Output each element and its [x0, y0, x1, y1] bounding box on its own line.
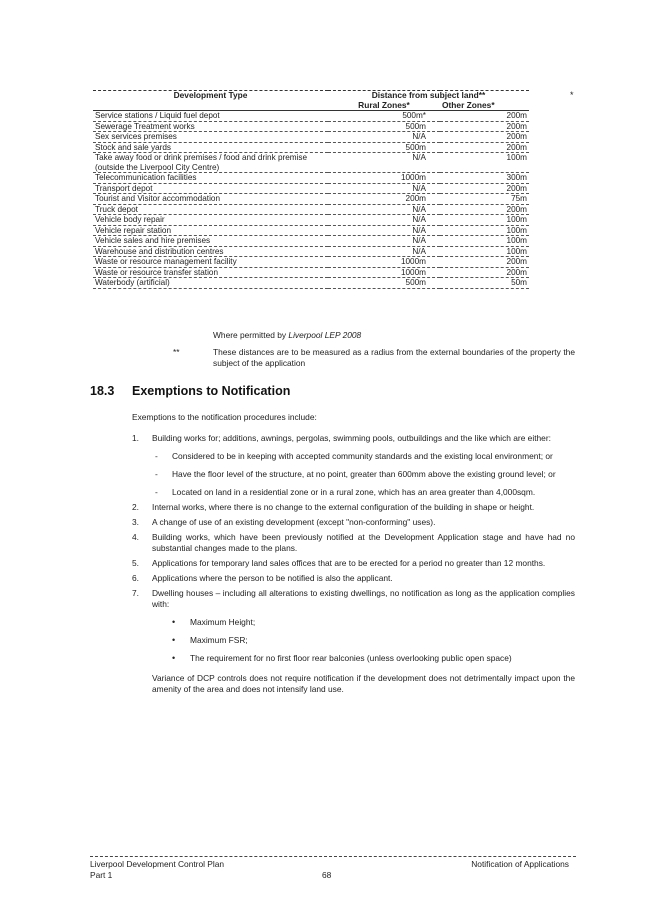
cell-type: Warehouse and distribution centres: [93, 246, 328, 257]
distance-table-body: [93, 111, 529, 289]
cell-type: Vehicle body repair: [93, 215, 328, 226]
exemptions-list: [132, 433, 575, 699]
cell-type: Vehicle repair station: [93, 225, 328, 236]
cell-other: 200m: [440, 142, 529, 153]
list-item: 4. Building works, which have been previously notified at the Development Application stage and have had no substantial changes made to the plans.: [132, 532, 575, 553]
cell-other: 200m: [440, 132, 529, 143]
header-distance: Distance from subject land**: [328, 91, 529, 101]
cell-other: 200m: [440, 204, 529, 215]
cell-other: 100m: [440, 215, 529, 226]
cell-type: Sex services premises: [93, 132, 328, 143]
cell-type: Take away food or drink premises / food and drink premise (outside the Liverpool City Centre): [93, 153, 328, 173]
table-row: [93, 153, 529, 173]
cell-other: 100m: [440, 246, 529, 257]
cell-type: Vehicle sales and hire premises: [93, 236, 328, 247]
table-row: [93, 278, 529, 289]
section-number: 18.3: [90, 384, 115, 398]
footer-doc-title: Liverpool Development Control Plan: [90, 859, 225, 869]
cell-rural: 500m: [328, 278, 440, 289]
cell-other: 200m: [440, 121, 529, 132]
table-row: [93, 121, 529, 132]
cell-rural: N/A: [328, 183, 440, 194]
list-item: 1. Building works for; additions, awnings, pergolas, swimming pools, outbuildings and the like which are either: - Considered to be in keeping with accepted community standards and the existing local environment; or - Have the floor level of the structure, at no point, greater than 600mm above the existing ground level; or - Located on land in a residential zone or in a rural zone, which has an area greater than 4,000sqm.: [132, 433, 575, 498]
cell-type: Waste or resource transfer station: [93, 267, 328, 278]
cell-other: 200m: [440, 183, 529, 194]
bullet-icon: •: [172, 653, 176, 663]
cell-type: Waste or resource management facility: [93, 257, 328, 268]
bullet-item: • Maximum FSR;: [172, 635, 248, 645]
variance-note: Variance of DCP controls does not require notification if the development does not detrimentally impact upon the amenity of the area and does not intensify land use.: [152, 673, 575, 694]
header-other-zones: Other Zones*: [440, 101, 529, 111]
distance-table: [93, 90, 529, 289]
table-row: [93, 173, 529, 184]
table-row: [93, 246, 529, 257]
cell-rural: N/A: [328, 246, 440, 257]
cell-type: Truck depot: [93, 204, 328, 215]
table-row: [93, 132, 529, 143]
cell-type: Transport depot: [93, 183, 328, 194]
margin-asterisk: *: [570, 90, 574, 100]
list-item: 7. Dwelling houses – including all alterations to existing dwellings, no notification as long as the application complies with: • Maximum Height; • Maximum FSR; • The requirement for no first floor rear balconies (unless overlooking public open space) Variance of DCP controls does not require notification if the development does not detrimentally impact upon the amenity of the area and does not intensify land use.: [132, 588, 575, 694]
cell-rural: N/A: [328, 132, 440, 143]
distance-note-text: These distances are to be measured as a radius from the external boundaries of the property the subject of the application: [213, 347, 575, 368]
table-row: [93, 183, 529, 194]
cell-type: Telecommunication facilities: [93, 173, 328, 184]
cell-rural: 500m*: [328, 111, 440, 122]
cell-rural: N/A: [328, 236, 440, 247]
cell-rural: 1000m: [328, 173, 440, 184]
cell-other: 300m: [440, 173, 529, 184]
note-mark: **: [173, 347, 180, 357]
cell-other: 100m: [440, 153, 529, 173]
cell-type: Stock and sale yards: [93, 142, 328, 153]
cell-rural: 1000m: [328, 257, 440, 268]
table-row: [93, 215, 529, 226]
page-number: 68: [322, 870, 332, 880]
footer-divider: [90, 856, 576, 857]
cell-other: 100m: [440, 236, 529, 247]
cell-other: 200m: [440, 267, 529, 278]
bullet-icon: •: [172, 635, 176, 645]
cell-type: Service stations / Liquid fuel depot: [93, 111, 328, 122]
list-item: 2. Internal works, where there is no change to the external configuration of the building in shape or height.: [132, 502, 535, 512]
cell-rural: 500m: [328, 121, 440, 132]
bullet-item: • Maximum Height;: [172, 617, 256, 627]
list-item: 6. Applications where the person to be notified is also the applicant.: [132, 573, 393, 583]
cell-other: 50m: [440, 278, 529, 289]
cell-other: 75m: [440, 194, 529, 205]
footer-left: [90, 859, 224, 881]
cell-other: 100m: [440, 225, 529, 236]
distance-note: [173, 347, 575, 369]
table-row: [93, 257, 529, 268]
bullet-icon: •: [172, 617, 176, 627]
table-row: [93, 204, 529, 215]
sub-item: - Have the floor level of the structure, at no point, greater than 600mm above the existing ground level; or: [155, 469, 556, 479]
table-row: [93, 142, 529, 153]
permitted-note: Where permitted by Liverpool LEP 2008: [213, 330, 362, 340]
table-row: [93, 267, 529, 278]
lep-reference: Liverpool LEP 2008: [288, 330, 362, 340]
cell-rural: N/A: [328, 204, 440, 215]
cell-rural: 1000m: [328, 267, 440, 278]
header-development-type: Development Type: [93, 91, 328, 101]
cell-rural: N/A: [328, 215, 440, 226]
footer-part: Part 1: [90, 870, 113, 880]
table-row: [93, 111, 529, 122]
section-title: Exemptions to Notification: [132, 384, 291, 398]
table-row: [93, 225, 529, 236]
section-intro: Exemptions to the notification procedures include:: [132, 412, 317, 422]
cell-other: 200m: [440, 257, 529, 268]
cell-type: Waterbody (artificial): [93, 278, 328, 289]
cell-rural: N/A: [328, 225, 440, 236]
section-heading: [90, 384, 290, 398]
sub-item: - Located on land in a residential zone or in a rural zone, which has an area greater than 4,000sqm.: [155, 487, 536, 497]
cell-type: Sewerage Treatment works: [93, 121, 328, 132]
table-row: [93, 236, 529, 247]
cell-other: 200m: [440, 111, 529, 122]
list-item: 5. Applications for temporary land sales offices that are to be erected for a period no greater than 12 months.: [132, 558, 546, 568]
header-rural-zones: Rural Zones*: [328, 101, 440, 111]
bullet-item: • The requirement for no first floor rear balconies (unless overlooking public open space): [172, 653, 512, 663]
cell-rural: N/A: [328, 153, 440, 173]
list-item: 3. A change of use of an existing development (except "non-conforming" uses).: [132, 517, 436, 527]
cell-rural: 200m: [328, 194, 440, 205]
cell-type: Tourist and Visitor accommodation: [93, 194, 328, 205]
sub-item: - Considered to be in keeping with accepted community standards and the existing local environment; or: [155, 451, 553, 461]
cell-rural: 500m: [328, 142, 440, 153]
table-row: [93, 194, 529, 205]
footer-section-title: Notification of Applications: [471, 859, 569, 869]
